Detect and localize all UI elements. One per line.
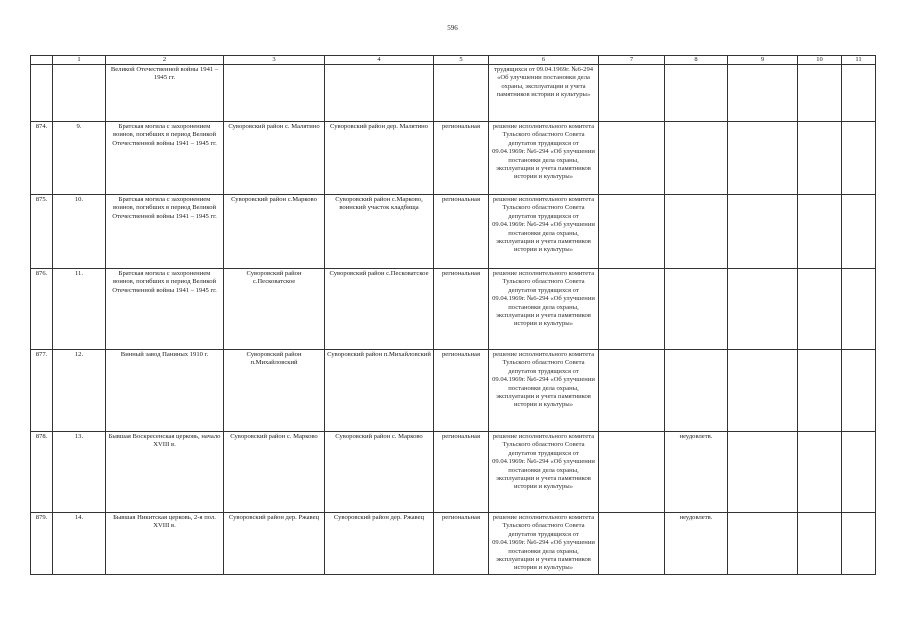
global-number-cell: 877.	[31, 350, 53, 432]
condition-cell	[665, 122, 728, 195]
header-cell: 6	[489, 56, 599, 65]
address-cell: Суворовский район с. Малятино	[224, 122, 325, 195]
location-cell: Суворовский район дер. Малятино	[325, 122, 434, 195]
col7-cell	[599, 513, 665, 575]
condition-cell	[665, 350, 728, 432]
header-cell: 4	[325, 56, 434, 65]
header-cell: 7	[599, 56, 665, 65]
table-row	[31, 513, 876, 575]
table-row	[31, 65, 876, 122]
document-cell: решение исполнительного комитета Тульского областного Совета депутатов трудящихся от 09.04.1969г. №6-294 «Об улучшении постановки дела охраны, эксплуатации и учета памятников истории и культуры»	[489, 195, 599, 269]
monument-name-cell: Винный завод Паниных 1910 г.	[106, 350, 224, 432]
global-number-cell: 879.	[31, 513, 53, 575]
col9-cell	[728, 513, 798, 575]
monument-name-cell: Великой Отечественной войны 1941 – 1945 гг.	[106, 65, 224, 122]
location-cell: Суворовский район п.Михайловский	[325, 350, 434, 432]
local-number-cell: 13.	[53, 432, 106, 513]
category-cell: региональная	[434, 269, 489, 350]
table-row	[31, 122, 876, 195]
col10-cell	[798, 513, 842, 575]
local-number-cell: 12.	[53, 350, 106, 432]
address-cell	[224, 65, 325, 122]
address-cell: Суворовский район с.Марково	[224, 195, 325, 269]
header-cell: 3	[224, 56, 325, 65]
table-row	[31, 350, 876, 432]
col10-cell	[798, 195, 842, 269]
category-cell: региональная	[434, 350, 489, 432]
monument-name-cell: Бывшая Воскресенская церковь, начало XVIII в.	[106, 432, 224, 513]
address-cell: Суворовский район дер. Ржавец	[224, 513, 325, 575]
header-cell: 10	[798, 56, 842, 65]
category-cell: региональная	[434, 195, 489, 269]
local-number-cell	[53, 65, 106, 122]
col7-cell	[599, 122, 665, 195]
global-number-cell: 878.	[31, 432, 53, 513]
monument-name-cell: Братская могила с захоронением воинов, погибших в период Великой Отечественной войны 1941 – 1945 гг.	[106, 122, 224, 195]
condition-cell	[665, 269, 728, 350]
header-cell: 1	[53, 56, 106, 65]
condition-cell: неудовлетв.	[665, 432, 728, 513]
condition-cell	[665, 195, 728, 269]
local-number-cell: 9.	[53, 122, 106, 195]
col11-cell	[842, 65, 876, 122]
category-cell: региональная	[434, 122, 489, 195]
global-number-cell: 874.	[31, 122, 53, 195]
header-cell: 8	[665, 56, 728, 65]
col9-cell	[728, 122, 798, 195]
category-cell: региональная	[434, 513, 489, 575]
col11-cell	[842, 513, 876, 575]
col10-cell	[798, 65, 842, 122]
col9-cell	[728, 269, 798, 350]
monument-name-cell: Братская могила с захоронением воинов, погибших в период Великой Отечественной войны 1941 – 1945 гг.	[106, 195, 224, 269]
col11-cell	[842, 350, 876, 432]
global-number-cell: 875.	[31, 195, 53, 269]
category-cell: региональная	[434, 432, 489, 513]
location-cell: Суворовский район с. Марково	[325, 432, 434, 513]
col10-cell	[798, 122, 842, 195]
col11-cell	[842, 195, 876, 269]
document-cell: трудящихся от 09.04.1969г. №6-294 «Об улучшении постановки дела охраны, эксплуатации и учета памятников истории и культуры»	[489, 65, 599, 122]
global-number-cell: 876.	[31, 269, 53, 350]
col7-cell	[599, 65, 665, 122]
header-cell: 5	[434, 56, 489, 65]
address-cell: Суворовский район п.Михайловский	[224, 350, 325, 432]
col9-cell	[728, 195, 798, 269]
local-number-cell: 11.	[53, 269, 106, 350]
table-row	[31, 432, 876, 513]
document-cell: решение исполнительного комитета Тульского областного Совета депутатов трудящихся от 09.04.1969г. №6-294 «Об улучшении постановки дела охраны, эксплуатации и учета памятников истории и культуры»	[489, 513, 599, 575]
header-cell: 2	[106, 56, 224, 65]
address-cell: Суворовский район с. Марково	[224, 432, 325, 513]
col10-cell	[798, 269, 842, 350]
document-cell: решение исполнительного комитета Тульского областного Совета депутатов трудящихся от 09.04.1969г. №6-294 «Об улучшении постановки дела охраны, эксплуатации и учета памятников истории и культуры»	[489, 122, 599, 195]
table-row	[31, 195, 876, 269]
monument-name-cell: Бывшая Никитская церковь, 2-я пол. XVIII в.	[106, 513, 224, 575]
col11-cell	[842, 432, 876, 513]
local-number-cell: 14.	[53, 513, 106, 575]
global-number-cell	[31, 65, 53, 122]
condition-cell: неудовлетв.	[665, 513, 728, 575]
header-cell: 9	[728, 56, 798, 65]
monuments-registry-table	[30, 55, 876, 575]
col10-cell	[798, 432, 842, 513]
location-cell: Суворовский район дер. Ржавец	[325, 513, 434, 575]
condition-cell	[665, 65, 728, 122]
header-cell-blank	[31, 56, 53, 65]
col7-cell	[599, 195, 665, 269]
col7-cell	[599, 350, 665, 432]
col10-cell	[798, 350, 842, 432]
table-row	[31, 269, 876, 350]
col9-cell	[728, 65, 798, 122]
col7-cell	[599, 432, 665, 513]
document-cell: решение исполнительного комитета Тульского областного Совета депутатов трудящихся от 09.04.1969г. №6-294 «Об улучшении постановки дела охраны, эксплуатации и учета памятников истории и культуры»	[489, 350, 599, 432]
document-cell: решение исполнительного комитета Тульского областного Совета депутатов трудящихся от 09.04.1969г. №6-294 «Об улучшении постановки дела охраны, эксплуатации и учета памятников истории и культуры»	[489, 269, 599, 350]
header-cell: 11	[842, 56, 876, 65]
location-cell: Суворовский район с.Песковатское	[325, 269, 434, 350]
col7-cell	[599, 269, 665, 350]
location-cell: Суворовский район с.Марково, воинский участок кладбища	[325, 195, 434, 269]
document-cell: решение исполнительного комитета Тульского областного Совета депутатов трудящихся от 09.04.1969г. №6-294 «Об улучшении постановки дела охраны, эксплуатации и учета памятников истории и культуры»	[489, 432, 599, 513]
local-number-cell: 10.	[53, 195, 106, 269]
column-number-header-row	[31, 56, 876, 65]
address-cell: Суворовский район с.Песковатское	[224, 269, 325, 350]
col11-cell	[842, 122, 876, 195]
col9-cell	[728, 432, 798, 513]
col9-cell	[728, 350, 798, 432]
location-cell	[325, 65, 434, 122]
col11-cell	[842, 269, 876, 350]
monument-name-cell: Братская могила с захоронением воинов, погибших в период Великой Отечественной войны 1941 – 1945 гг.	[106, 269, 224, 350]
category-cell	[434, 65, 489, 122]
page-number: 596	[447, 24, 458, 32]
